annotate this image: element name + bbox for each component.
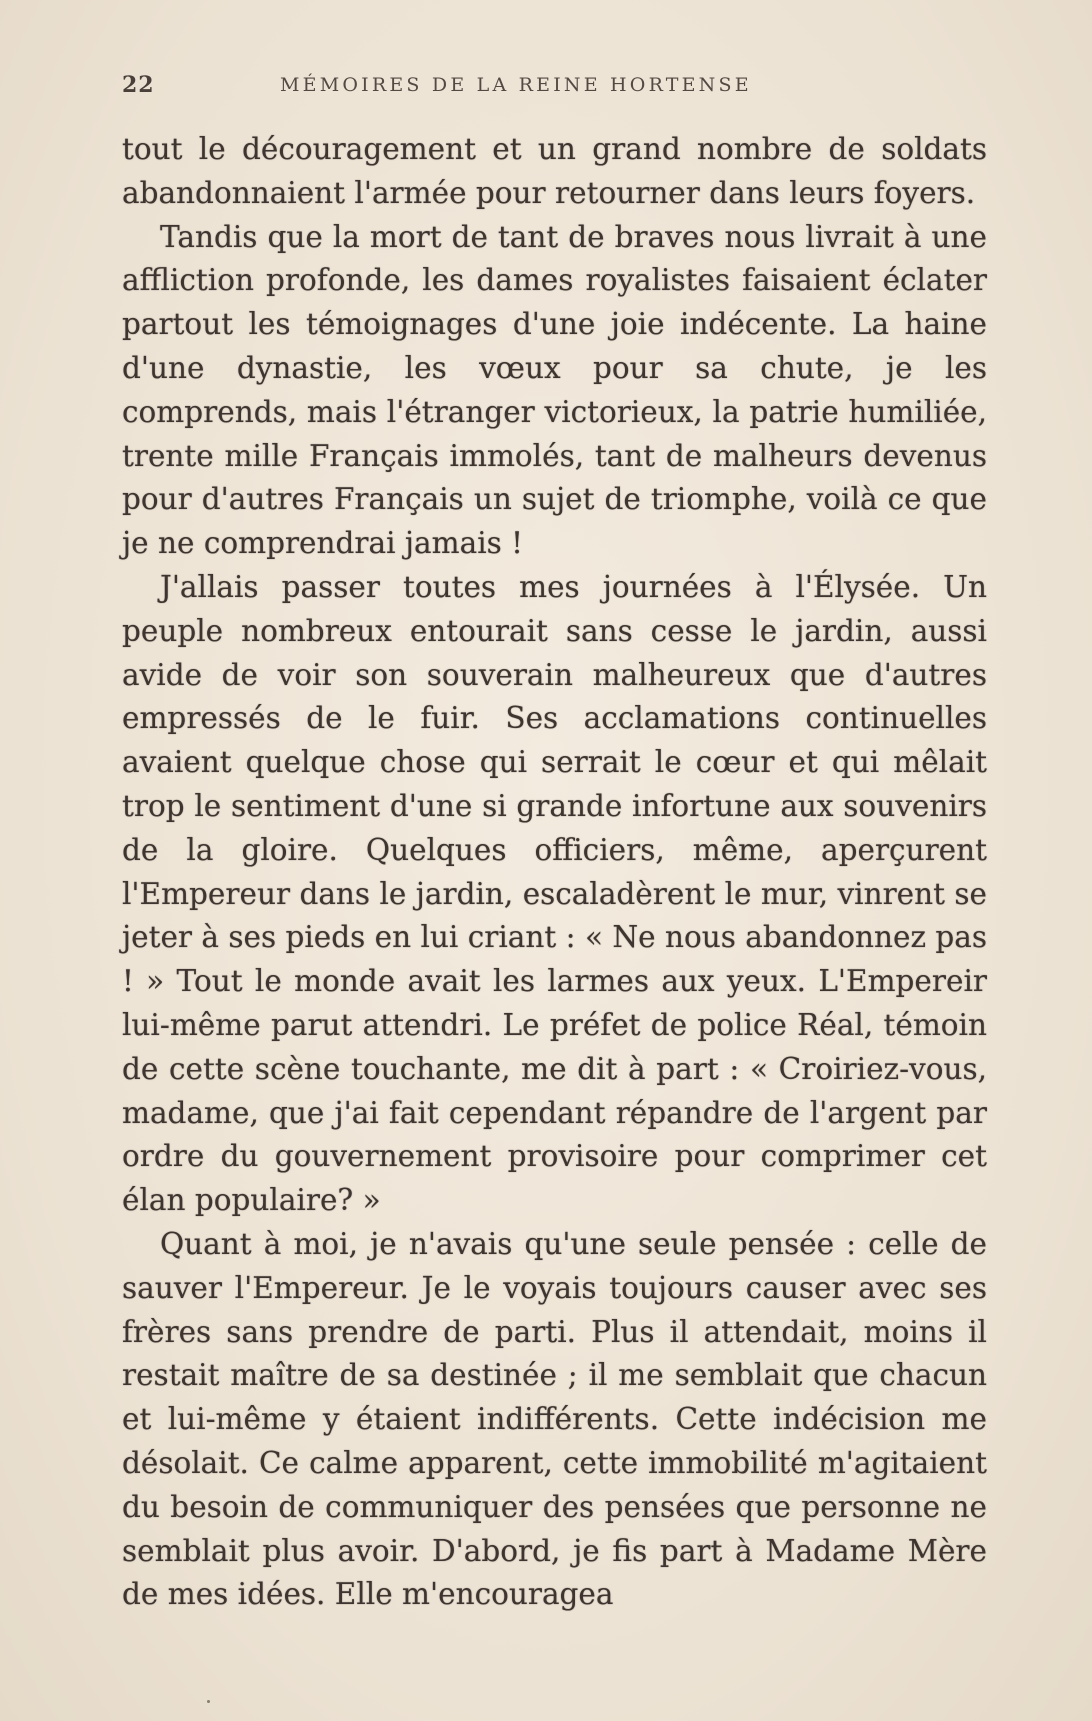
running-head	[122, 72, 987, 108]
paragraph: Quant à moi, je n'avais qu'une seule pensée : celle de sauver l'Empereur. Je le voyais toujours causer avec ses frères sans prendre de parti. Plus il attendait, moins il restait maître de sa destinée ; il me semblait que chacun et lui-même y étaient indifférents. Cette indécision me désolait. Ce calme apparent, cette immobilité m'agitaient du besoin de communiquer des pensées que personne ne semblait plus avoir. D'abord, je fis part à Madame Mère de mes idées. Elle m'encouragea	[122, 1226, 987, 1612]
page-number: 22	[122, 72, 155, 98]
body-text	[122, 128, 987, 1617]
paragraph: J'allais passer toutes mes journées à l'Élysée. Un peuple nombreux entourait sans cesse le jardin, aussi avide de voir son souverain malheureux que d'autres empressés de le fuir. Ses acclamations continuelles avaient quelque chose qui serrait le cœur et qui mêlait trop le sentiment d'une si grande infortune aux souvenirs de la gloire. Quelques officiers, même, aperçurent l'Empereur dans le jardin, escaladèrent le mur, vinrent se jeter à ses pieds en lui criant : « Ne nous abandonnez pas ! » Tout le monde avait les larmes aux yeux. L'Empereir lui-même parut attendri. Le préfet de police Réal, témoin de cette scène touchante, me dit à part : « Croiriez-vous, madame, que j'ai fait cependant répandre de l'argent par ordre du gouvernement provisoire pour comprimer cet élan populaire? »	[122, 569, 987, 1218]
paragraph-continued: tout le découragement et un grand nombre de soldats abandonnaient l'armée pour retourner dans leurs foyers.	[122, 132, 987, 210]
paragraph: Tandis que la mort de tant de braves nous livrait à une affliction profonde, les dames royalistes faisaient éclater partout les témoignages d'une joie indécente. La haine d'une dynastie, les vœux pour sa chute, je les comprends, mais l'étranger victorieux, la patrie humiliée, trente mille Français immolés, tant de malheurs devenus pour d'autres Français un sujet de triomphe, voilà ce que je ne comprendrai jamais !	[122, 219, 987, 561]
paper-speck	[207, 1700, 210, 1703]
running-title: MÉMOIRES DE LA REINE HORTENSE	[280, 74, 752, 96]
